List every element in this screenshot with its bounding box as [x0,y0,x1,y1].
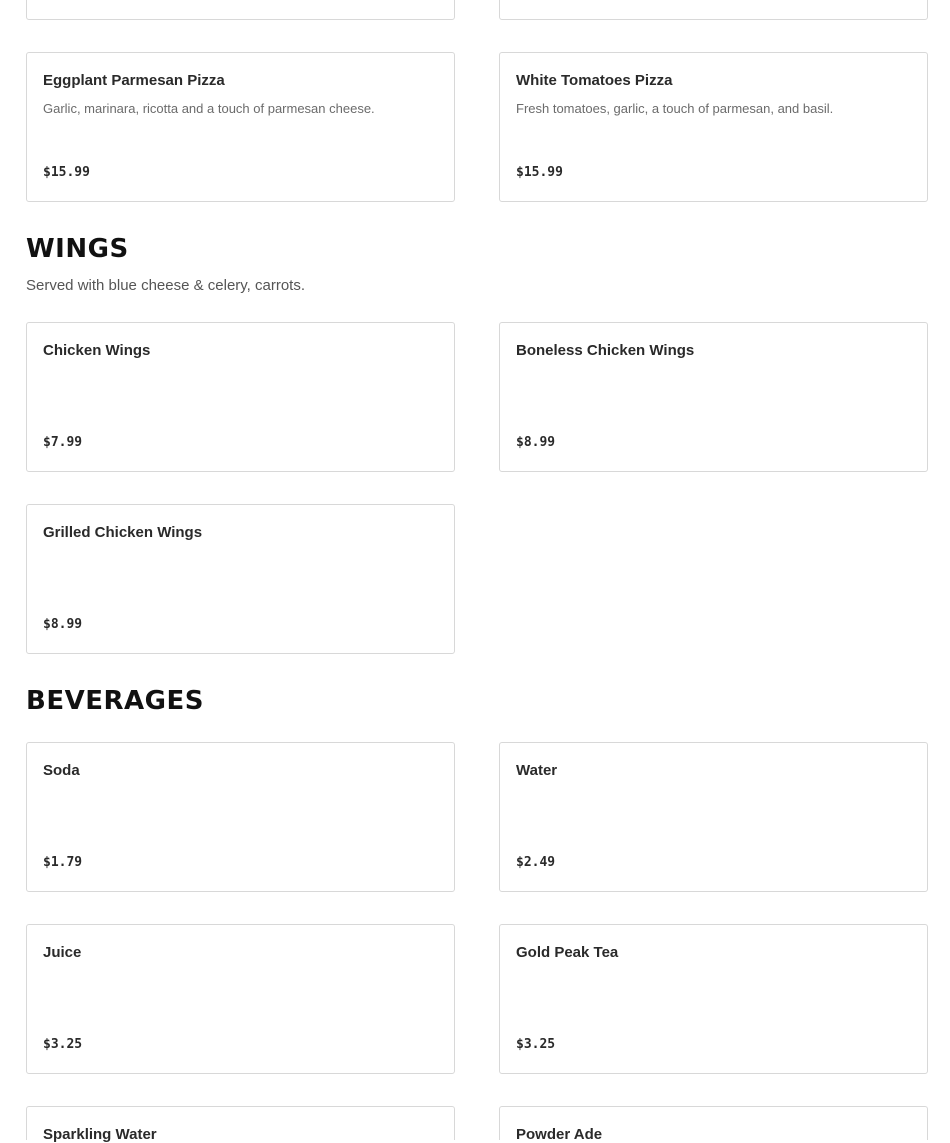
menu-item-name: Sparkling Water [43,1126,157,1143]
menu-item-name: Eggplant Parmesan Pizza [43,72,225,89]
menu-item-name: Juice [43,944,82,961]
menu-item-name: Powder Ade [516,1126,603,1143]
menu-item-name: Gold Peak Tea [516,944,619,961]
menu-item-card[interactable] [499,322,928,472]
menu-item-card[interactable] [26,1106,455,1143]
menu-item-price: $15.99 [516,165,563,180]
menu-item-price: $8.99 [516,435,556,450]
menu-item-name: Boneless Chicken Wings [516,342,695,359]
menu-item-price: $15.99 [43,165,90,180]
menu-item-price: $3.25 [516,1037,556,1052]
menu-item-card[interactable] [499,742,928,892]
menu-item-card[interactable] [26,742,455,892]
menu-item-price: $8.99 [43,617,83,632]
menu-item-price: $3.25 [43,1037,83,1052]
section-title-beverages: BEVERAGES [26,686,204,716]
menu-item-card[interactable] [26,0,455,20]
menu-item-card[interactable] [499,52,928,202]
menu-item-name: Grilled Chicken Wings [43,524,203,541]
menu-item-card[interactable] [499,924,928,1074]
menu-item-name: Soda [43,762,80,779]
menu-item-card[interactable] [26,924,455,1074]
menu-item-name: White Tomatoes Pizza [516,72,673,89]
menu-item-name: Water [516,762,558,779]
menu-item-card[interactable] [499,0,928,20]
menu-item-card[interactable] [26,322,455,472]
section-title-wings: WINGS [26,234,129,264]
menu-item-card[interactable] [26,504,455,654]
menu-item-description: Garlic, marinara, ricotta and a touch of parmesan cheese. [43,101,375,116]
menu-item-price: $2.49 [516,855,556,870]
menu-item-card[interactable] [26,52,455,202]
menu-item-name: Chicken Wings [43,342,151,359]
menu-item-card[interactable] [499,1106,928,1143]
menu-item-price: $7.99 [43,435,83,450]
section-subtitle-wings: Served with blue cheese & celery, carrots. [26,277,306,294]
menu-item-price: $1.79 [43,855,83,870]
menu-item-description: Fresh tomatoes, garlic, a touch of parmesan, and basil. [516,101,834,116]
